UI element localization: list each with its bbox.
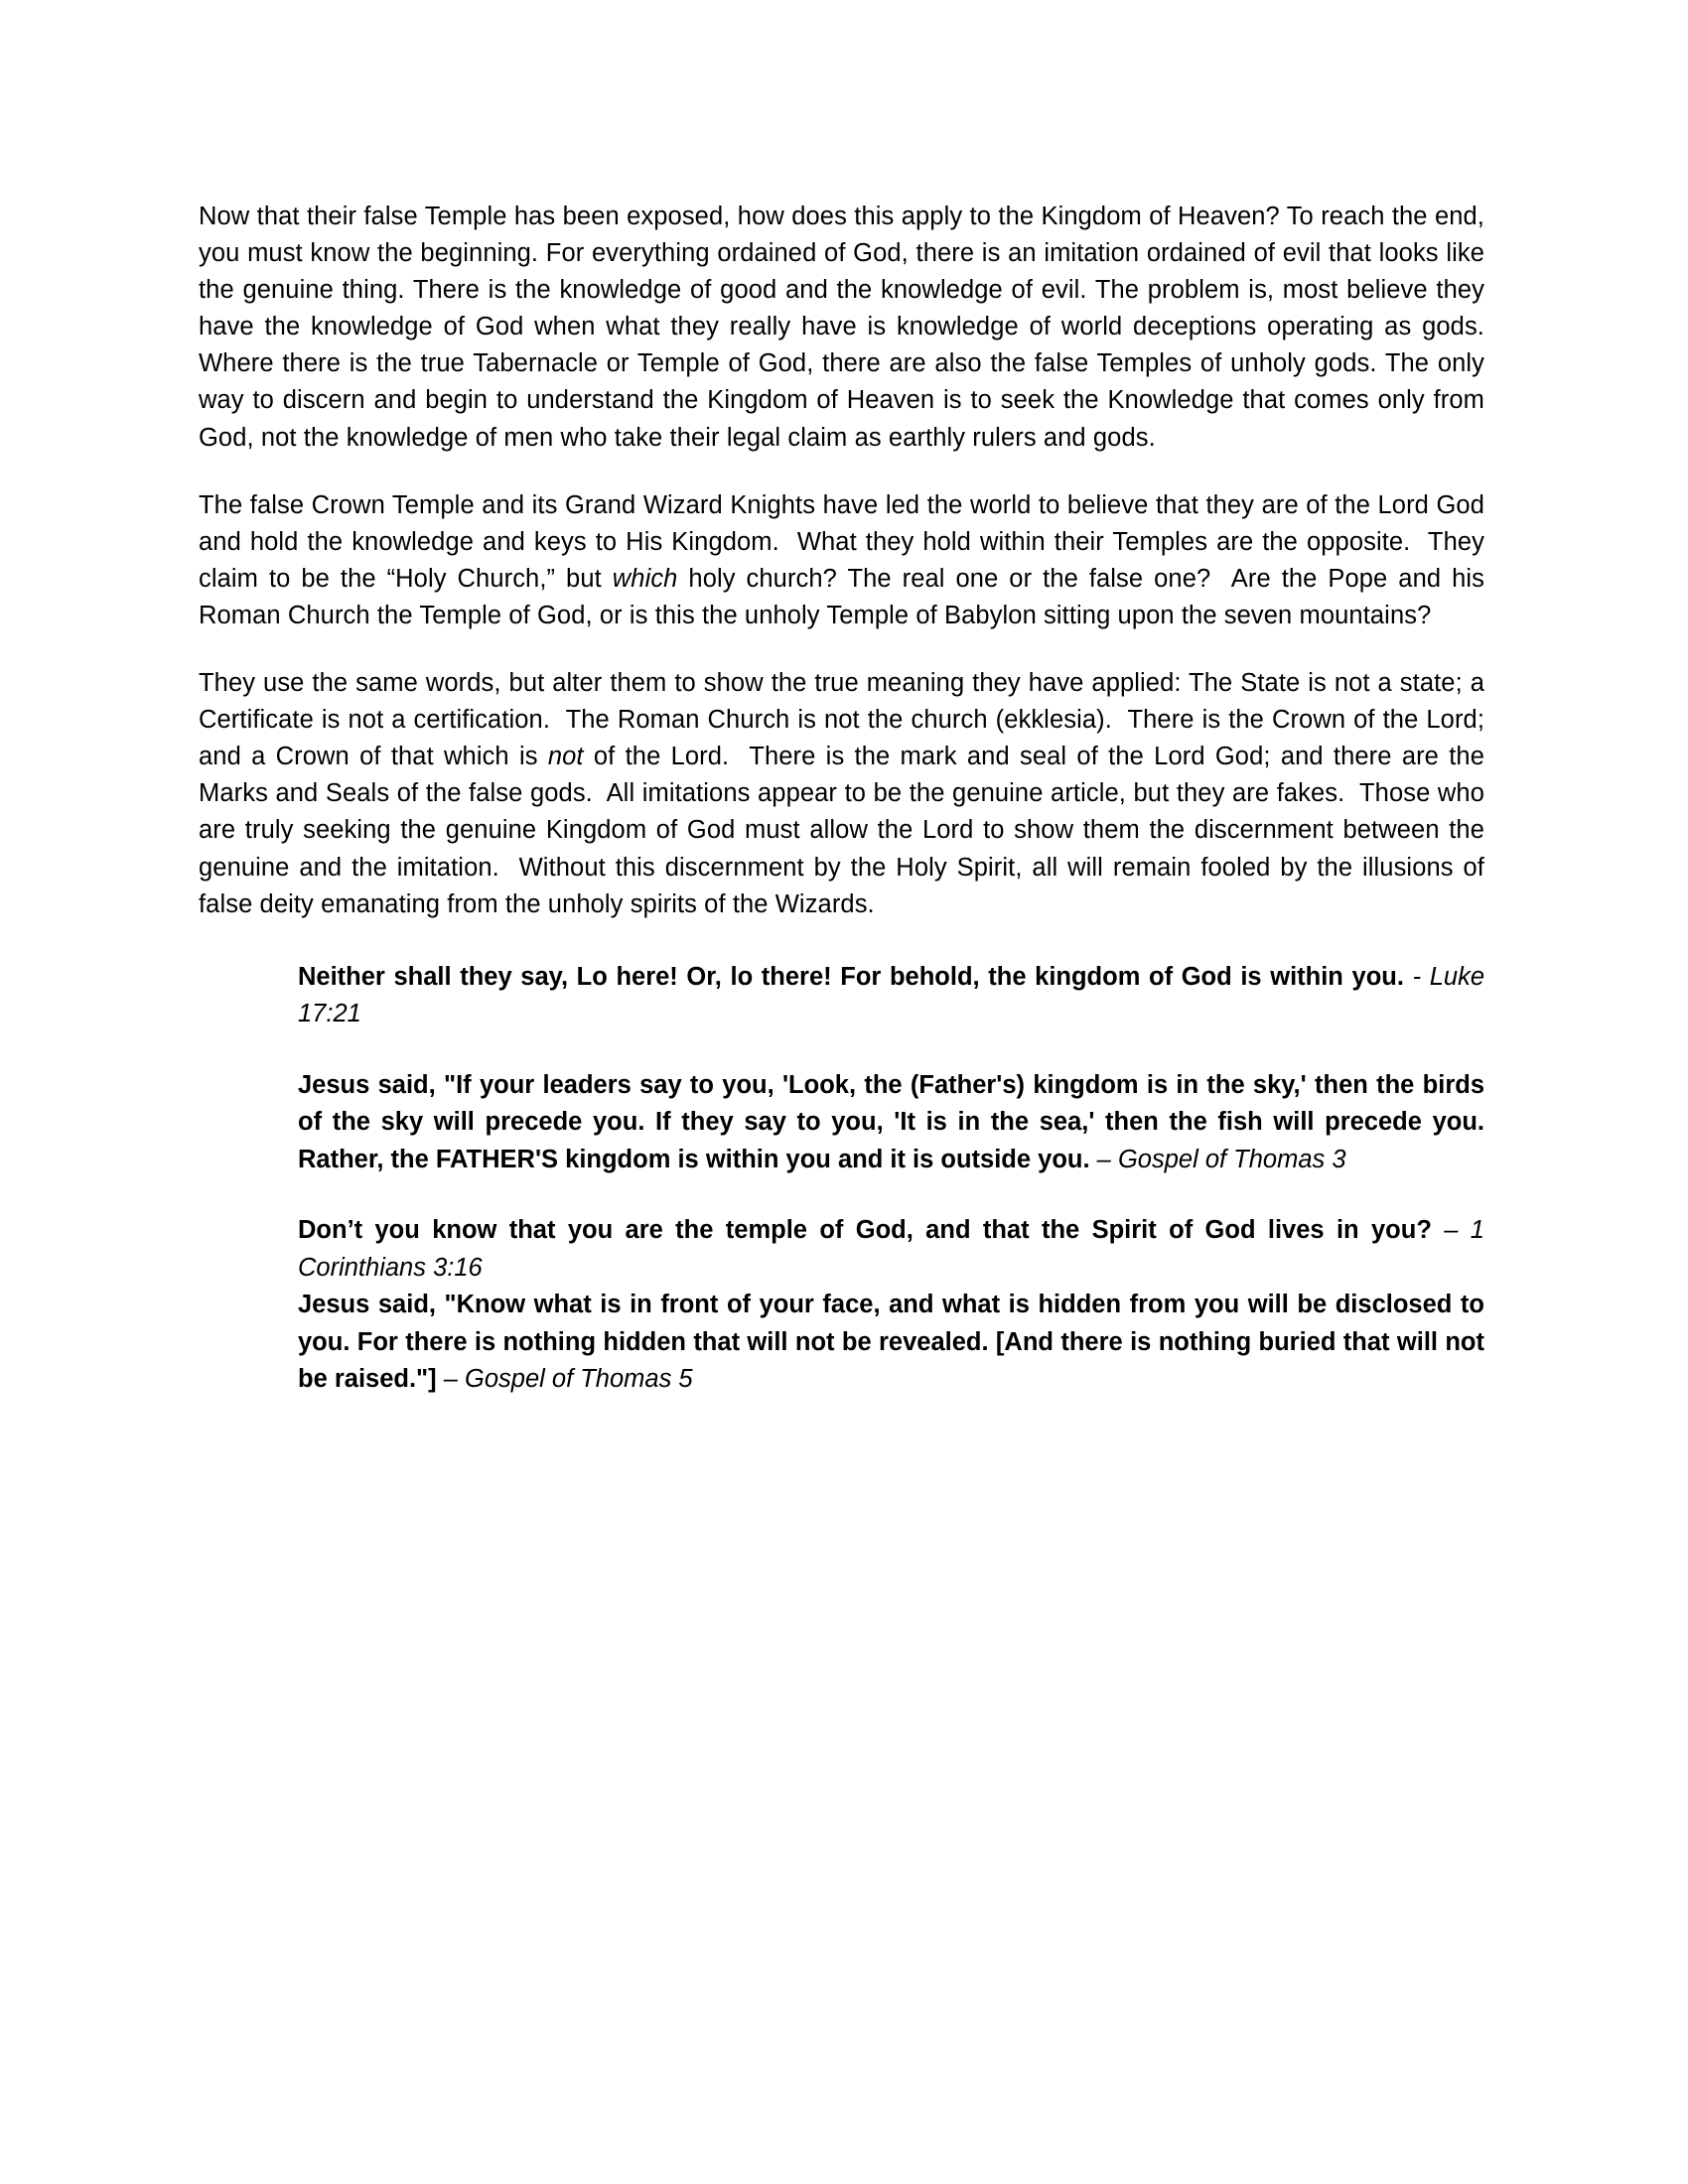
quote-corinthians-citation: – 1 Corinthians 3:16 — [298, 1216, 1484, 1282]
quote-corinthians-text: Don’t you know that you are the temple of God, and that the Spirit of God lives in you? — [298, 1216, 1432, 1245]
quote-thomas-5-text: Jesus said, "Know what is in front of your face, and what is hidden from you will be disclosed to you. For there is nothing hidden that will not be revealed. [And there is nothing buried that will not be raised."] — [298, 1291, 1484, 1394]
italic-which: which — [612, 564, 678, 593]
quote-luke-citation: - Luke 17:21 — [298, 962, 1484, 1028]
quote-thomas-3 — [298, 1067, 1484, 1178]
quote-thomas-5 — [298, 1287, 1484, 1398]
quote-luke — [298, 959, 1484, 1033]
paragraph-2: The false Crown Temple and its Grand Wizard Knights have led the world to believe that they are of the Lord God and hold the knowledge and keys to His Kingdom. What they hold within their Temples are the opposite. They claim to be the “Holy Church,” but which holy church? The real one or the false one? Are the Pope and his Roman Church the Temple of God, or is this the unholy Temple of Babylon sitting upon the seven mountains? — [199, 490, 1484, 629]
quote-thomas-5-citation: – Gospel of Thomas 5 — [443, 1365, 693, 1394]
quote-thomas-3-citation: – Gospel of Thomas 3 — [1096, 1145, 1346, 1173]
italic-not: not — [547, 743, 584, 771]
quote-corinthians — [298, 1212, 1484, 1287]
paragraph-3: They use the same words, but alter them to show the true meaning they have applied: The State is not a state; a Certificate is not a certification. The Roman Church is not the church (ekklesia). There is the Crown of the Lord; and a Crown of that which is not of the Lord. There is the mark and seal of the Lord God; and there are the Marks and Seals of the false gods. All imitations appear to be the genuine article, but they are fakes. Those who are truly seeking the genuine Kingdom of God must allow the Lord to show them the discernment between the genuine and the imitation. Without this discernment by the Holy Spirit, all will remain fooled by the illusions of false deity emanating from the unholy spirits of the Wizards. — [199, 669, 1484, 918]
quote-block — [298, 923, 1484, 1399]
quote-thomas-3-text: Jesus said, "If your leaders say to you, 'Look, the (Father's) kingdom is in the sky,' then the birds of the sky will precede you. If they say to you, 'It is in the sea,' then the fish will precede you. Rather, the FATHER'S kingdom is within you and it is outside you. — [298, 1070, 1484, 1173]
paragraph-1: Now that their false Temple has been exposed, how does this apply to the Kingdom of Heaven? To reach the end, you must know the beginning. For everything ordained of God, there is an imitation ordained of evil that looks like the genuine thing. There is the knowledge of good and the knowledge of evil. The problem is, most believe they have the knowledge of God when what they really have is knowledge of world deceptions operating as gods. Where there is the true Tabernacle or Temple of God, there are also the false Temples of unholy gods. The only way to discern and begin to understand the Kingdom of Heaven is to seek the Knowledge that comes only from God, not the knowledge of men who take their legal claim as earthly rulers and gods. — [199, 203, 1484, 452]
quote-luke-text: Neither shall they say, Lo here! Or, lo there! For behold, the kingdom of God is within you. — [298, 962, 1404, 991]
